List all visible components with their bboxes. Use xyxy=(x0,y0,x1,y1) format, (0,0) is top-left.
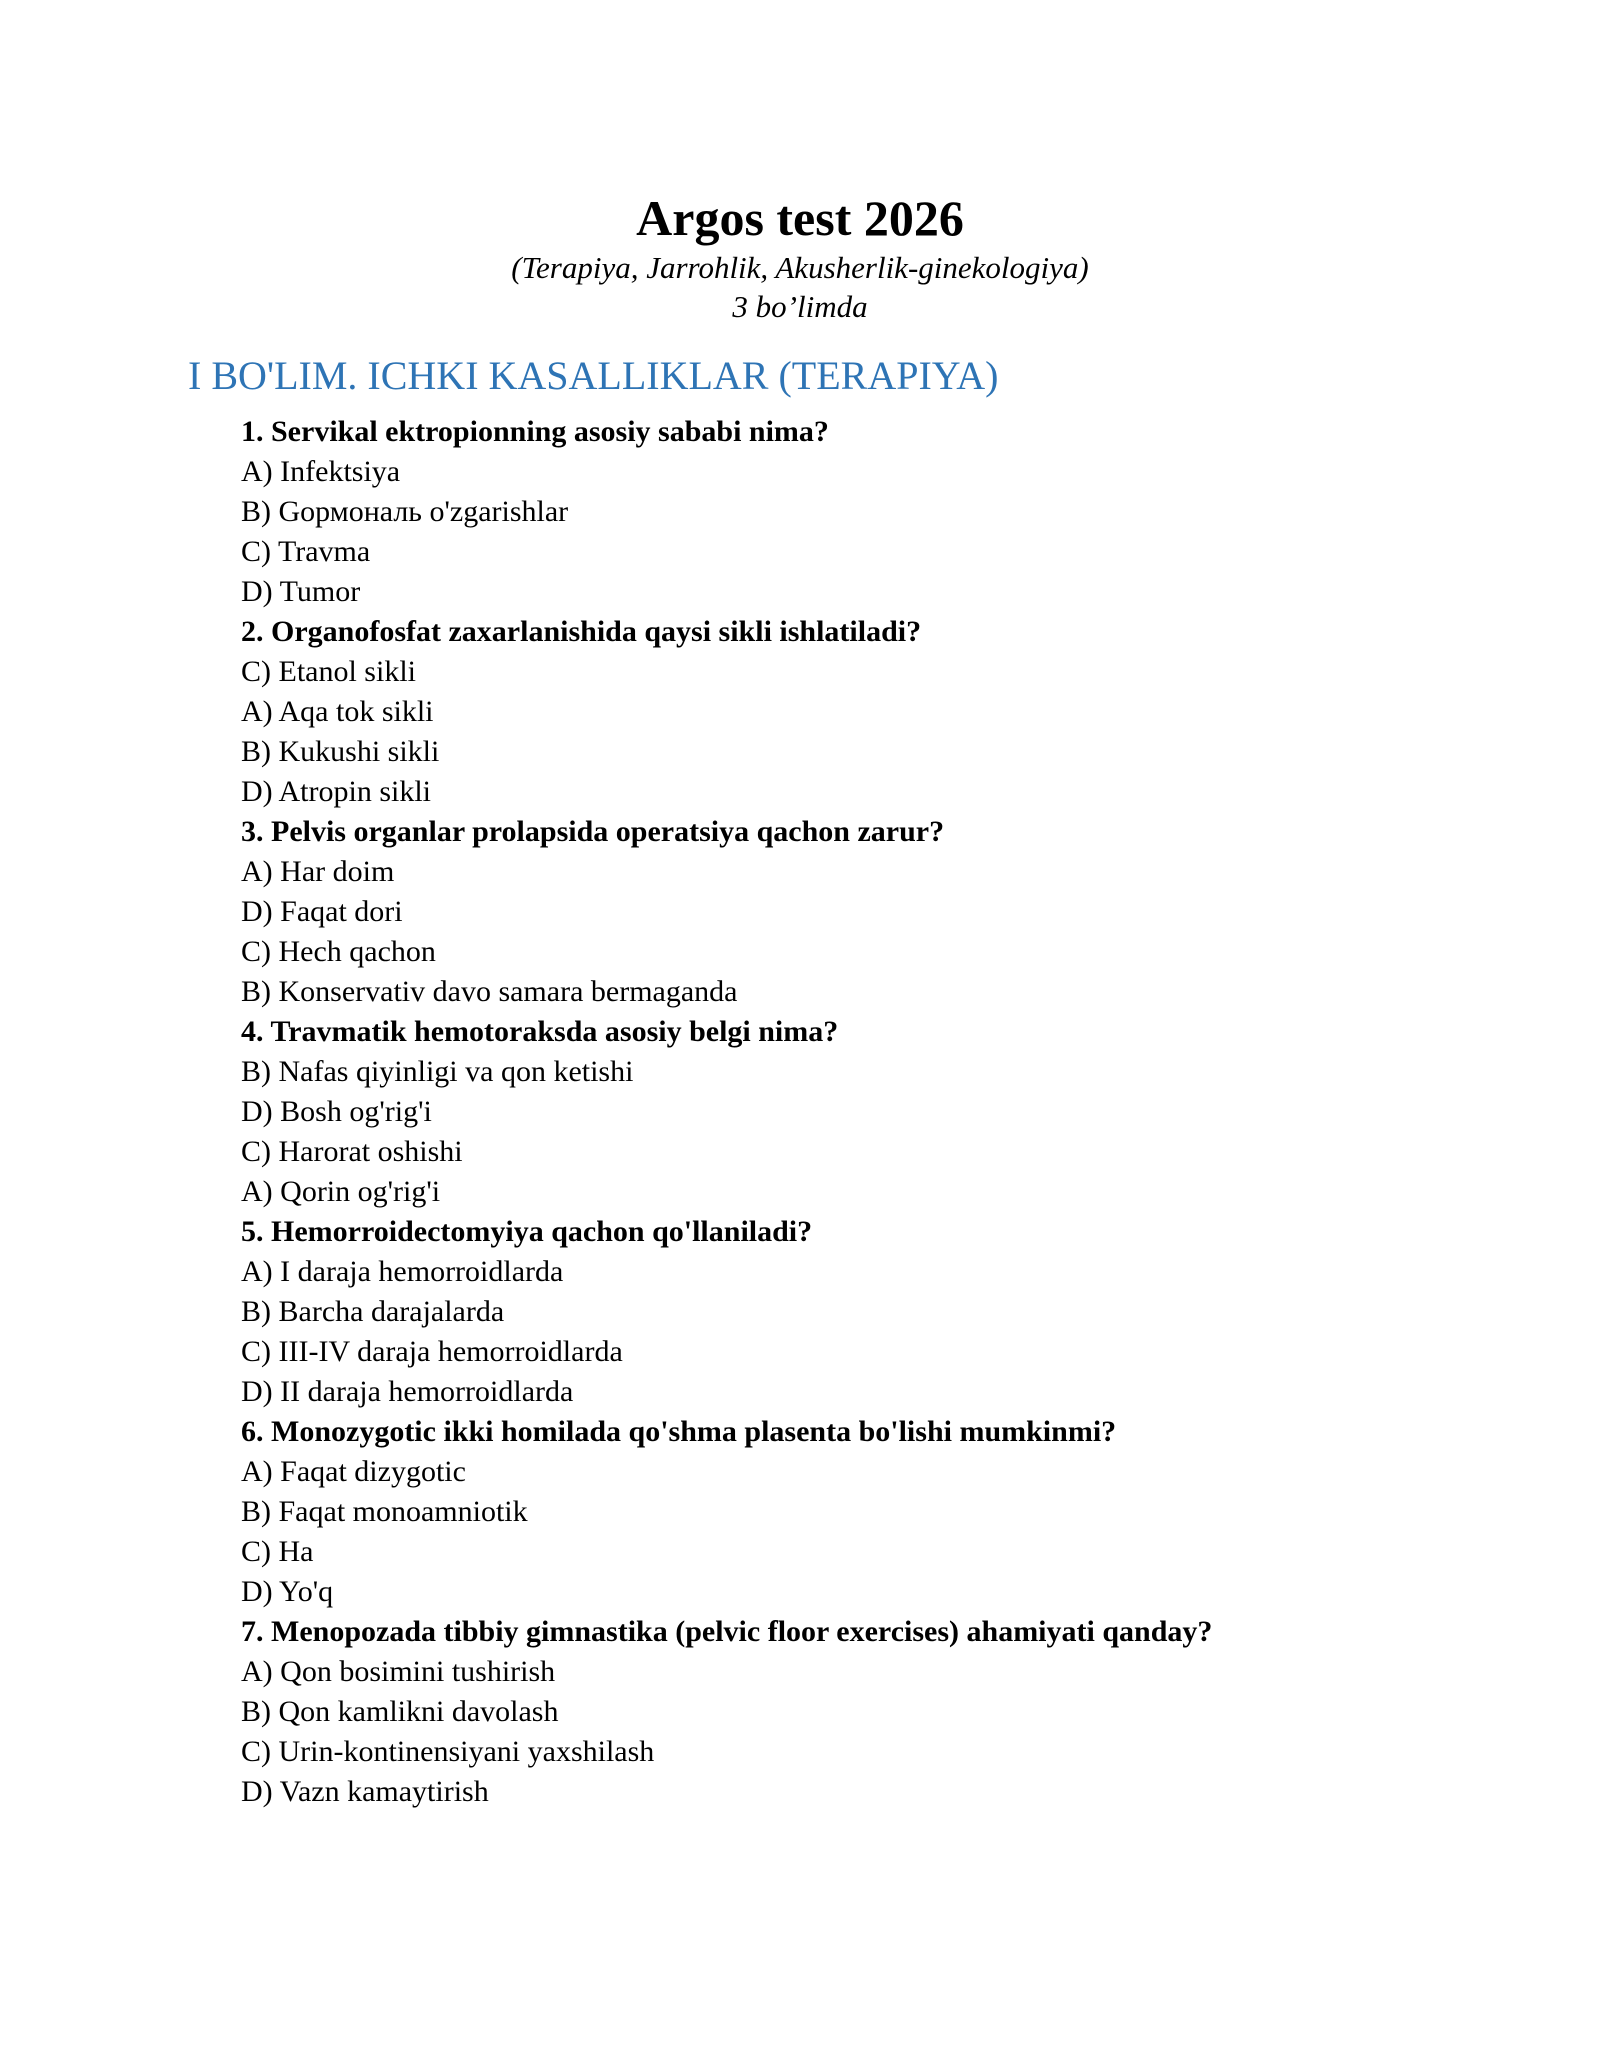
question-list xyxy=(241,412,1521,1812)
question-text: 2. Organofosfat zaxarlanishida qaysi sikli ishlatiladi? xyxy=(241,615,922,648)
answer-option: B) Kukushi sikli xyxy=(241,735,440,768)
question-text: 1. Servikal ektropionning asosiy sababi nima? xyxy=(241,415,829,448)
document-header xyxy=(0,188,1600,326)
question-5 xyxy=(241,1212,1521,1412)
answer-option: B) Gормональ o'zgarishlar xyxy=(241,495,569,528)
answer-option: A) Faqat dizygotic xyxy=(241,1455,466,1488)
question-7 xyxy=(241,1612,1521,1812)
answer-option: D) Faqat dori xyxy=(241,895,403,928)
answer-option: A) Qon bosimini tushirish xyxy=(241,1655,556,1688)
answer-option: B) Barcha darajalarda xyxy=(241,1295,505,1328)
answer-option: D) II daraja hemorroidlarda xyxy=(241,1375,574,1408)
question-text: 7. Menopozada tibbiy gimnastika (pelvic floor exercises) ahamiyati qanday? xyxy=(241,1615,1213,1648)
question-4 xyxy=(241,1012,1521,1212)
answer-option: A) I daraja hemorroidlarda xyxy=(241,1255,564,1288)
answer-option: C) Urin-kontinensiyani yaxshilash xyxy=(241,1735,655,1768)
answer-option: A) Aqa tok sikli xyxy=(241,695,434,728)
answer-option: C) Hech qachon xyxy=(241,935,436,968)
answer-option: D) Yo'q xyxy=(241,1575,334,1608)
question-text: 3. Pelvis organlar prolapsida operatsiya qachon zarur? xyxy=(241,815,945,848)
answer-option: B) Faqat monoamniotik xyxy=(241,1495,528,1528)
question-2 xyxy=(241,612,1521,812)
question-6 xyxy=(241,1412,1521,1612)
answer-option: B) Nafas qiyinligi va qon ketishi xyxy=(241,1055,634,1088)
question-text: 4. Travmatik hemotoraksda asosiy belgi nima? xyxy=(241,1015,839,1048)
question-text: 6. Monozygotic ikki homilada qo'shma plasenta bo'lishi mumkinmi? xyxy=(241,1415,1117,1448)
answer-option: B) Qon kamlikni davolash xyxy=(241,1695,559,1728)
document-subtitle-parts: 3 bo’limda xyxy=(732,289,868,324)
answer-option: B) Konservativ davo samara bermaganda xyxy=(241,975,738,1008)
answer-option: C) Ha xyxy=(241,1535,314,1568)
answer-option: D) Vazn kamaytirish xyxy=(241,1775,489,1808)
answer-option: C) Travma xyxy=(241,535,371,568)
question-3 xyxy=(241,812,1521,1012)
answer-option: C) Etanol sikli xyxy=(241,655,416,688)
answer-option: C) Harorat oshishi xyxy=(241,1135,463,1168)
answer-option: A) Qorin og'rig'i xyxy=(241,1175,441,1208)
answer-option: A) Infektsiya xyxy=(241,455,401,488)
answer-option: C) III-IV daraja hemorroidlarda xyxy=(241,1335,623,1368)
section-heading: I BO'LIM. ICHKI KASALLIKLAR (TERAPIYA) xyxy=(188,353,999,398)
document-title: Argos test 2026 xyxy=(636,190,964,246)
question-text: 5. Hemorroidectomyiya qachon qo'llaniladi? xyxy=(241,1215,813,1248)
answer-option: A) Har doim xyxy=(241,855,395,888)
document-subtitle: (Terapiya, Jarrohlik, Akusherlik-ginekologiya) xyxy=(511,250,1089,285)
answer-option: D) Atropin sikli xyxy=(241,775,432,808)
answer-option: D) Bosh og'rig'i xyxy=(241,1095,432,1128)
answer-option: D) Tumor xyxy=(241,575,361,608)
question-1 xyxy=(241,412,1521,612)
